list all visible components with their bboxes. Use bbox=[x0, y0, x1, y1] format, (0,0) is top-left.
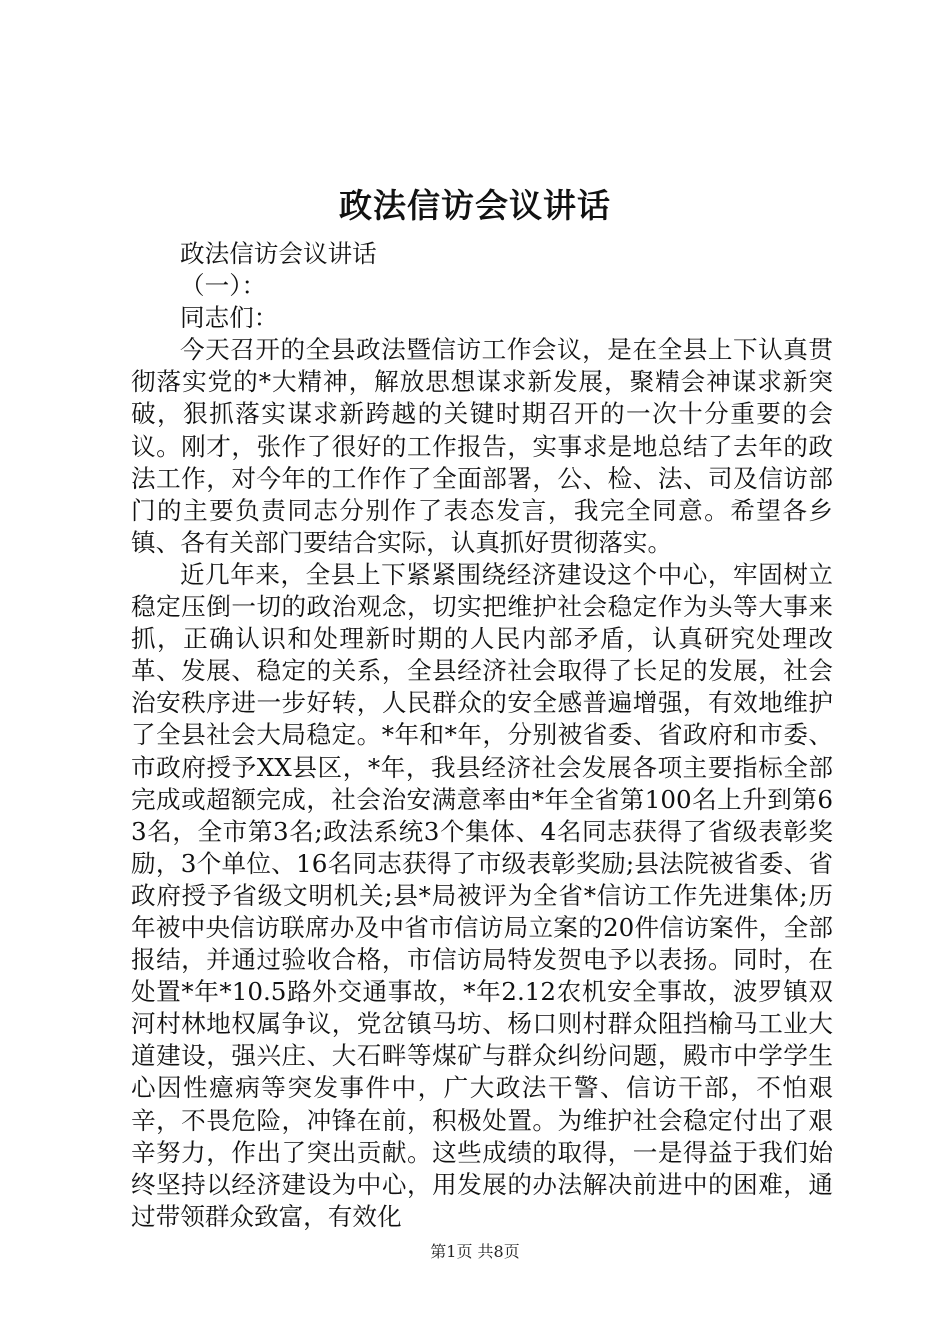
body-paragraph-2: 近几年来，全县上下紧紧围绕经济建设这个中心，牢固树立稳定压倒一切的政治观念，切实把维护社会稳定作为头等大事来抓，正确认识和处理新时期的人民内部矛盾，认真研究处理改革、发展、稳定的关系，全县经济社会取得了长足的发展，社会治安秩序进一步好转，人民群众的安全感普遍增强，有效地维护了全县社会大局稳定。*年和*年，分别被省委、省政府和市委、市政府授予XX县区，*年，我县经济社会发展各项主要指标全部完成或超额完成，社会治安满意率由*年全省第100名上升到第63名，全市第3名;政法系统3个集体、4名同志获得了省级表彰奖励，3个单位、16名同志获得了市级表彰奖励;县法院被省委、省政府授予省级文明机关;县*局被评为全省*信访工作先进集体;历年被中央信访联席办及中省市信访局立案的20件信访案件，全部报结，并通过验收合格，市信访局特发贺电予以表扬。同时，在处置*年*10.5路外交通事故，*年2.12农机安全事故，波罗镇双河村林地权属争议，党岔镇马坊、杨口则村群众阻挡榆马工业大道建设，强兴庄、大石畔等煤矿与群众纠纷问题，殿市中学学生心因性癔病等突发事件中，广大政法干警、信访干部，不怕艰辛，不畏危险，冲锋在前，积极处置。为维护社会稳定付出了艰辛努力，作出了突出贡献。这些成绩的取得，一是得益于我们始终坚持以经济建设为中心，用发展的办法解决前进中的困难，通过带领群众致富，有效化 bbox=[131, 559, 833, 1231]
section-marker: （一）： bbox=[180, 271, 267, 301]
salutation: 同志们： bbox=[180, 303, 279, 333]
page-footer: 第1页 共8页 bbox=[430, 1242, 520, 1261]
document-subtitle: 政法信访会议讲话 bbox=[180, 239, 377, 268]
document-body bbox=[131, 238, 833, 1233]
body-paragraph-1: 今天召开的全县政法暨信访工作会议，是在全县上下认真贯彻落实党的*大精神，解放思想谋求新发展，聚精会神谋求新突破，狠抓落实谋求新跨越的关键时期召开的一次十分重要的会议。刚才，张作了很好的工作报告，实事求是地总结了去年的政法工作，对今年的工作作了全面部署，公、检、法、司及信访部门的主要负责同志分别作了表态发言，我完全同意。希望各乡镇、各有关部门要结合实际，认真抓好贯彻落实。 bbox=[131, 335, 833, 557]
document-title: 政法信访会议讲话 bbox=[339, 186, 611, 225]
